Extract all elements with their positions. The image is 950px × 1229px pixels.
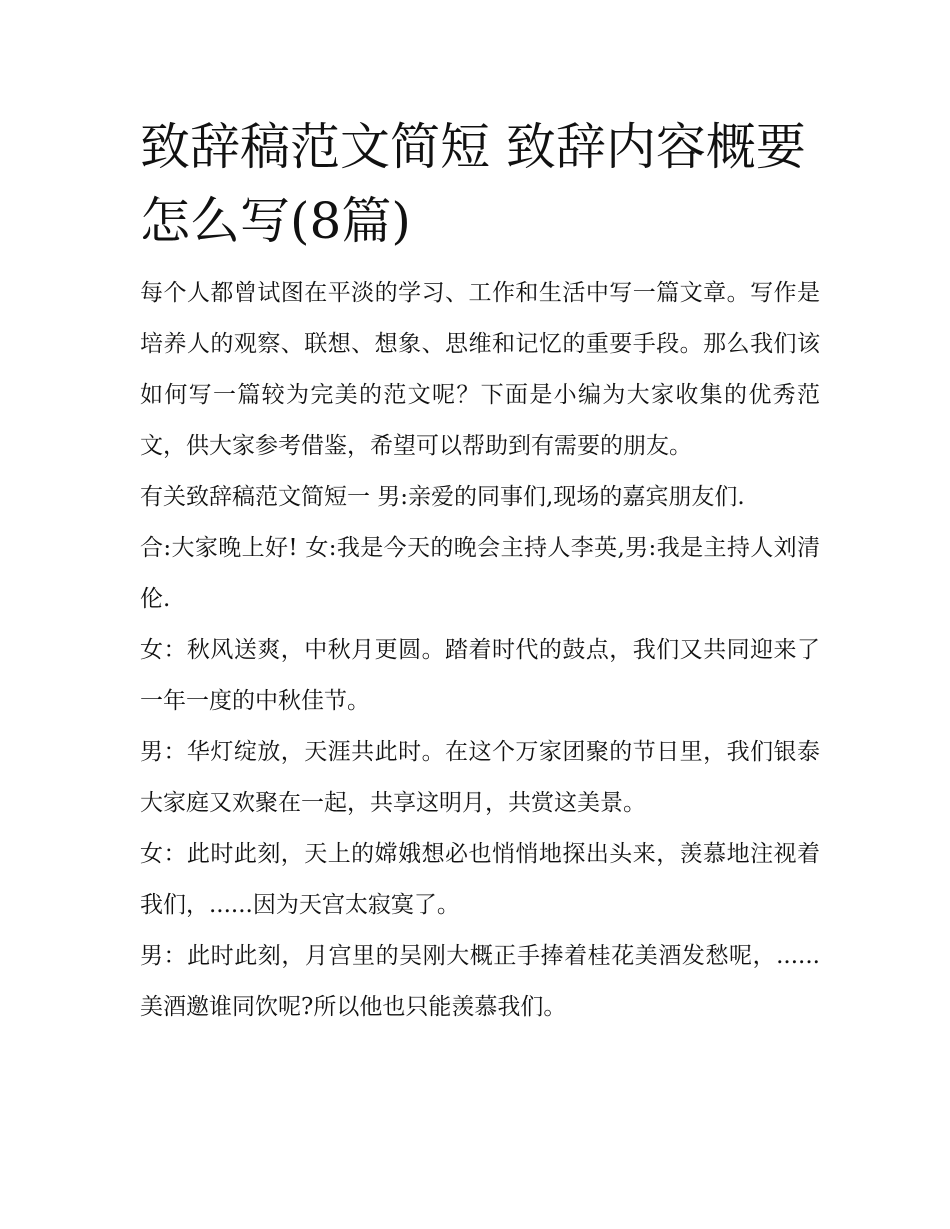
paragraph-3: 女：秋风送爽，中秋月更圆。踏着时代的鼓点，我们又共同迎来了一年一度的中秋佳节。 [140, 637, 820, 714]
paragraph-1: 有关致辞稿范文简短一 男:亲爱的同事们,现场的嘉宾朋友们. [140, 484, 745, 510]
paragraph-intro: 每个人都曾试图在平淡的学习、工作和生活中写一篇文章。写作是培养人的观察、联想、想象、思维和记忆的重要手段。那么我们该如何写一篇较为完美的范文呢？下面是小编为大家收集的优秀范文，供大家参考借鉴，希望可以帮助到有需要的朋友。 [140, 280, 820, 459]
paragraph-5: 女：此时此刻，天上的嫦娥想必也悄悄地探出头来，羡慕地注视着我们，......因为天宫太寂寞了。 [140, 841, 820, 918]
document-page [140, 110, 820, 1033]
paragraph-4: 男：华灯绽放，天涯共此时。在这个万家团聚的节日里，我们银泰大家庭又欢聚在一起，共享这明月，共赏这美景。 [140, 739, 820, 816]
paragraph-6: 男：此时此刻，月宫里的吴刚大概正手捧着桂花美酒发愁呢，......美酒邀谁同饮呢?所以他也只能羡慕我们。 [140, 943, 820, 1020]
paragraph-2: 合:大家晚上好! 女:我是今天的晚会主持人李英,男:我是主持人刘清伦. [140, 535, 820, 612]
document-title: 致辞稿范文简短 致辞内容概要怎么写(8篇) [140, 118, 806, 250]
